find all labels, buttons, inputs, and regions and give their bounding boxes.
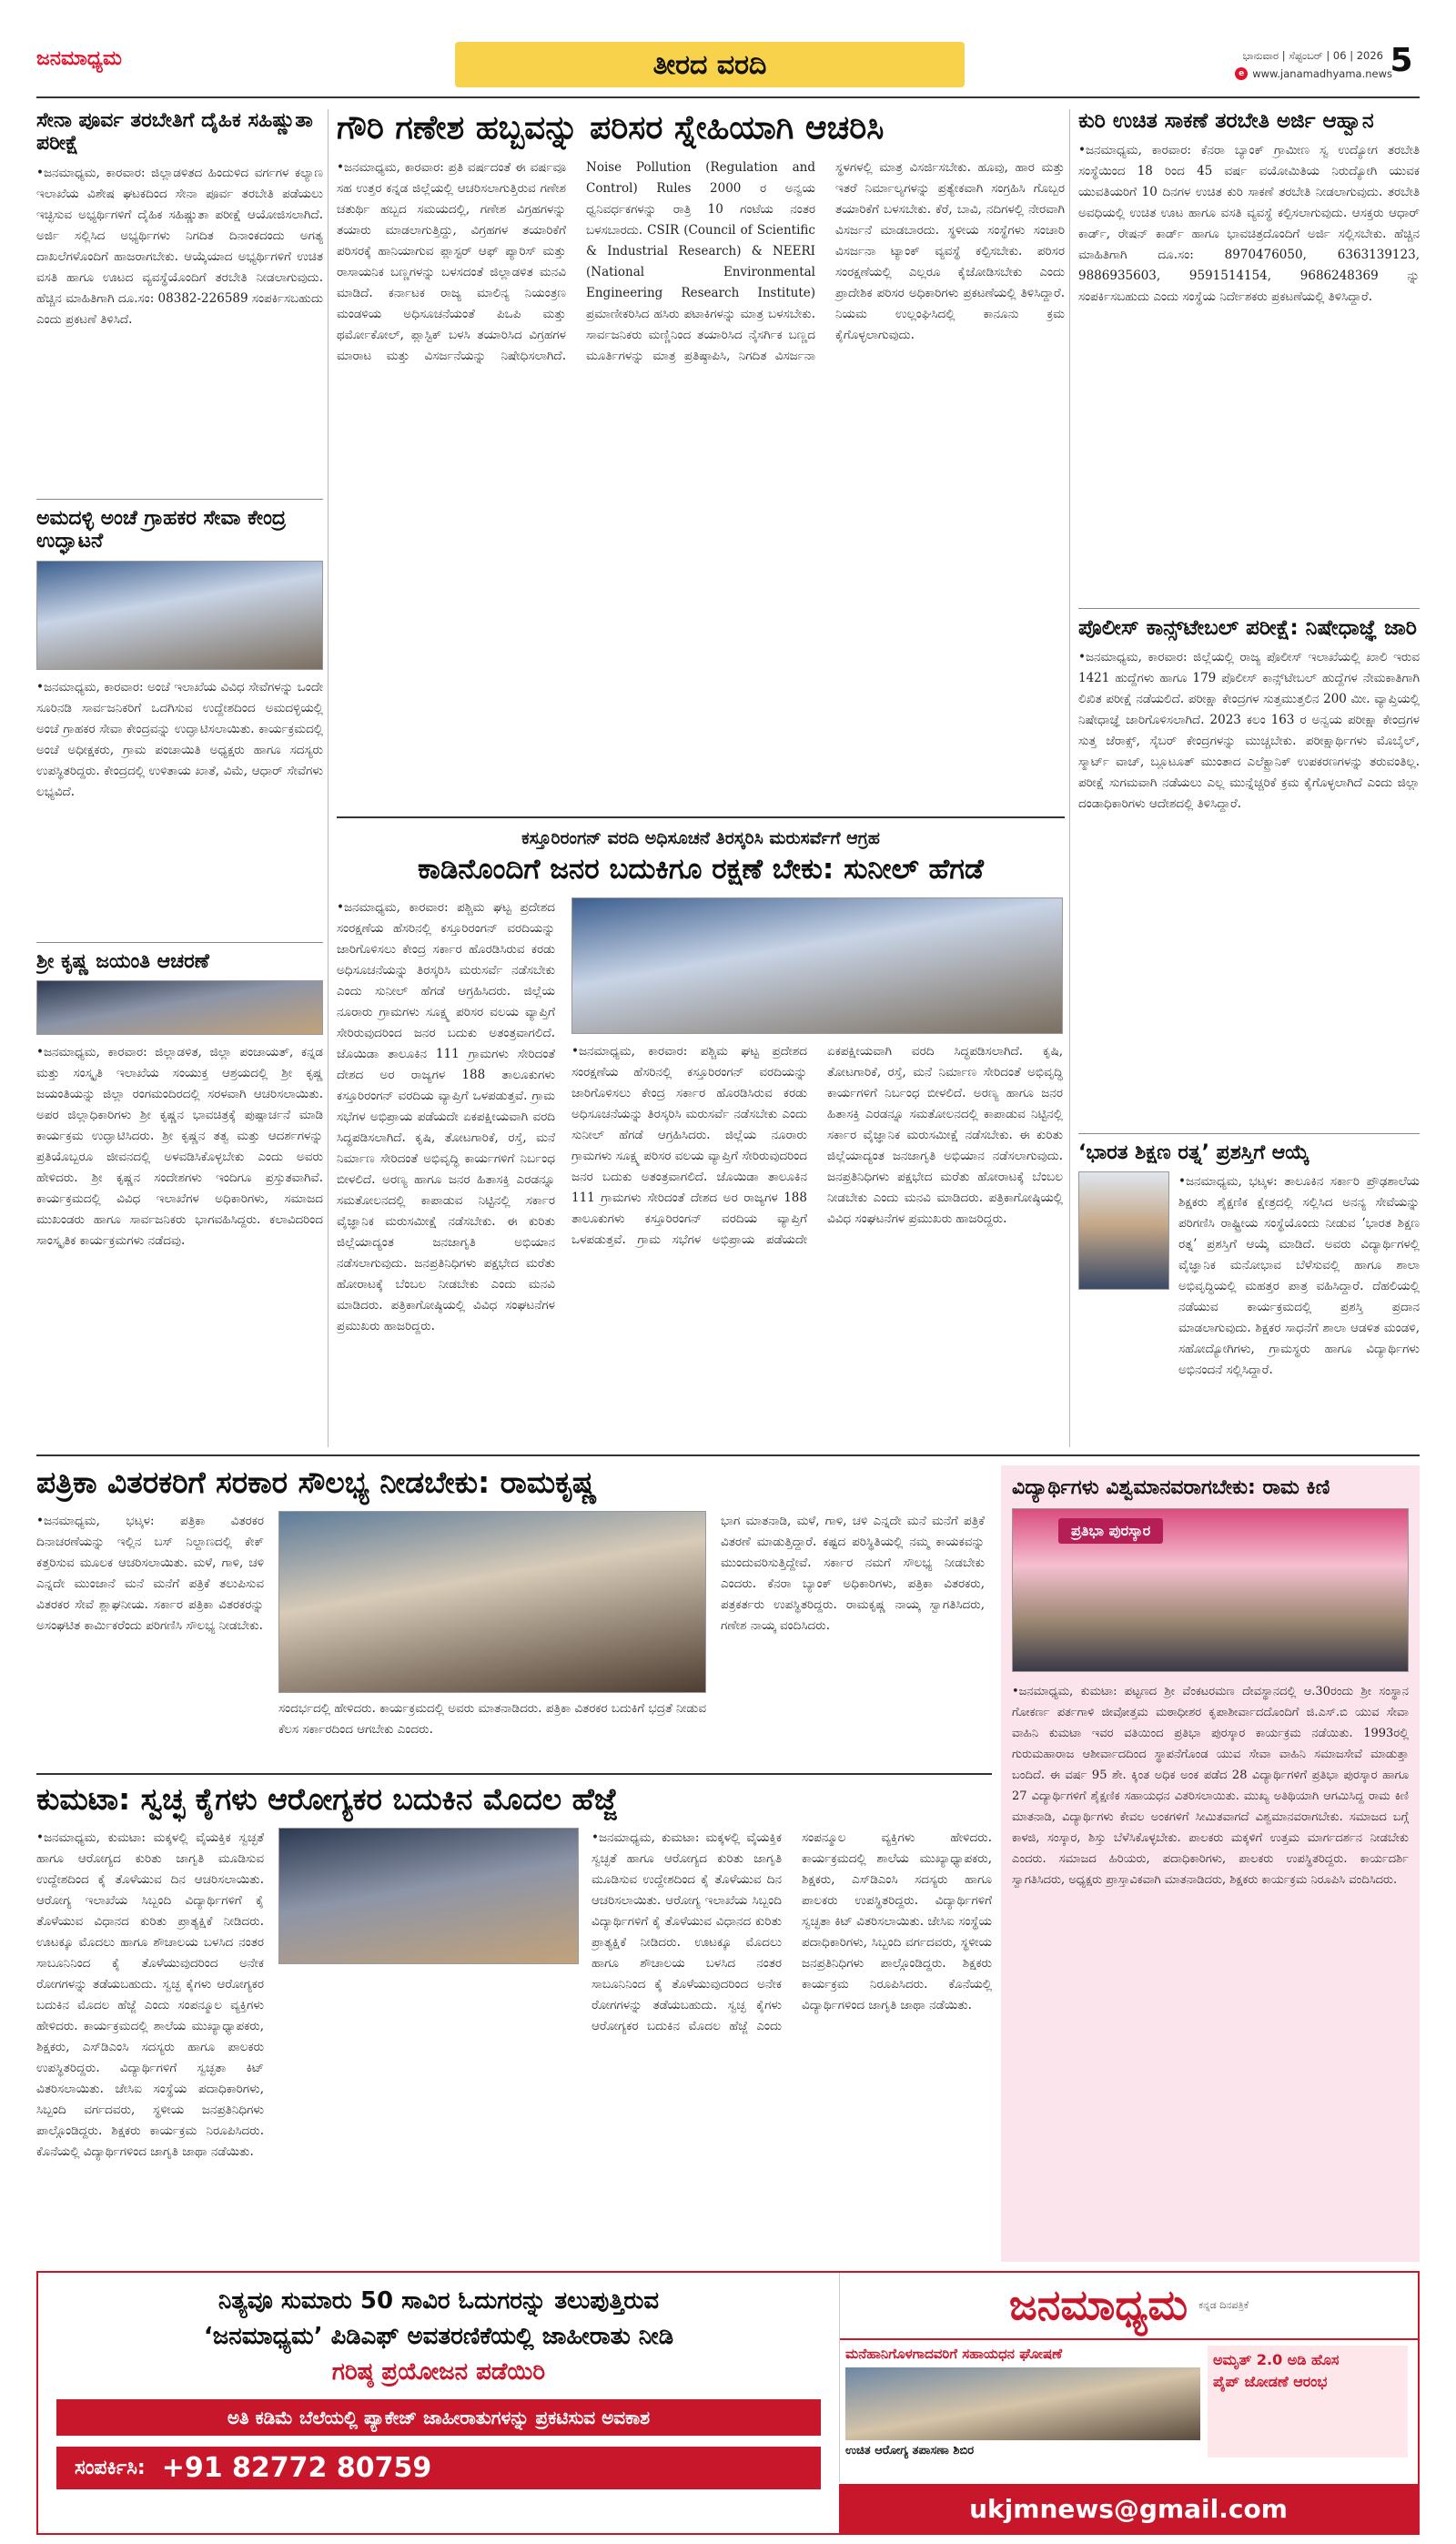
ad-line-1: ನಿತ್ಯವೂ ಸುಮಾರು 50 ಸಾವಿರ ಓದುಗರನ್ನು ತಲುಪುತ್ತಿರುವ [217, 2287, 660, 2315]
body-distributors-left: •ಜನಮಾಧ್ಯಮ, ಭಟ್ಕಳ: ಪತ್ರಿಕಾ ವಿತರಕರ ದಿನಾಚರಣೆಯನ್ನು ಇಲ್ಲಿನ ಬಸ್ ನಿಲ್ದಾಣದಲ್ಲಿ ಕೇಕ್ ಕತ್ತರಿಸುವ ಮೂಲಕ ಆಚರಿಸಲಾಯಿತು. ಮಳೆ, ಗಾಳಿ, ಚಳಿ ಎನ್ನದೇ ಮುಂಜಾನೆ ಮನೆ ಮನೆಗೆ ಪತ್ರಿಕೆ ತಲುಪಿಸುವ ವಿತರಕರ ಸೇವೆ ಶ್ಲಾಘನೀಯ. ಸರ್ಕಾರ ಪತ್ರಿಕಾ ವಿತರಕರನ್ನು ಅಸಂಘಟಿತ ಕಾರ್ಮಿಕರೆಂದು ಪರಿಗಣಿಸಿ ಸೌಲಭ್ಯ ನೀಡಬೇಕು. [36, 1513, 264, 1633]
ad-contact-label: ಸಂಪರ್ಕಿಸಿ: [75, 2457, 146, 2479]
section-banner [455, 42, 965, 87]
ad-newspaper-preview [839, 2273, 1418, 2482]
mini-headline-1: ಮನೆಹಾನಿಗೊಳಗಾದವರಿಗೆ ಸಹಾಯಧನ ಘೋಷಣೆ [845, 2346, 1063, 2362]
body-police-exam: •ಜನಮಾಧ್ಯಮ, ಕಾರವಾರ: ಜಿಲ್ಲೆಯಲ್ಲಿ ರಾಜ್ಯ ಪೊಲೀಸ್ ಇಲಾಖೆಯಲ್ಲಿ ಖಾಲಿ ಇರುವ 1421 ಹುದ್ದೆಗಳು ಹಾಗೂ 179 ಪೊಲೀಸ್ ಕಾನ್ಸ್‌ಟೇಬಲ್ ಹುದ್ದೆಗಳ ನೇಮಕಾತಿಗಾಗಿ ಲಿಖಿತ ಪರೀಕ್ಷೆ ನಡೆಯಲಿದೆ. ಪರೀಕ್ಷಾ ಕೇಂದ್ರಗಳ ಸುತ್ತಮುತ್ತಲಿನ 200 ಮೀ. ವ್ಯಾಪ್ತಿಯಲ್ಲಿ ನಿಷೇಧಾಜ್ಞೆ ಜಾರಿಗೊಳಿಸಲಾಗಿದೆ. 2023 ಕಲಂ 163 ರ ಅನ್ವಯ ಪರೀಕ್ಷಾ ಕೇಂದ್ರಗಳ ಸುತ್ತ ಜೆರಾಕ್ಸ್, ಸೈಬರ್ ಕೇಂದ್ರಗಳನ್ನು ಮುಚ್ಚಬೇಕು. ಪರೀಕ್ಷಾರ್ಥಿಗಳು ಮೊಬೈಲ್, ಸ್ಮಾರ್ಟ್ ವಾಚ್, ಬ್ಲೂಟೂತ್ ಮುಂತಾದ ಎಲೆಕ್ಟ್ರಾನಿಕ್ ಉಪಕರಣಗಳನ್ನು ತರುವಂತಿಲ್ಲ. ಪರೀಕ್ಷೆ ಸುಗಮವಾಗಿ ನಡೆಯಲು ಎಲ್ಲ ಮುನ್ನೆಚ್ಚರಿಕೆ ಕ್ರಮ ಕೈಗೊಳ್ಳಲಾಗಿದೆ ಎಂದು ಜಿಲ್ಲಾ ದಂಡಾಧಿಕಾರಿಗಳು ಆದೇಶದಲ್ಲಿ ತಿಳಿಸಿದ್ದಾರೆ. [1078, 650, 1420, 812]
divider [1078, 608, 1420, 609]
award-ceremony-photo [1012, 1508, 1409, 1672]
award-banner-text: ಪ್ರತಿಭಾ ಪುರಸ್ಕಾರ [1071, 1522, 1151, 1540]
clean-hands-photo [278, 1828, 579, 1964]
masthead [0, 0, 1456, 100]
headline-newspaper-distributors: ಪತ್ರಿಕಾ ವಿತರಕರಿಗೆ ಸರಕಾರ ಸೌಲಭ್ಯ ನೀಡಬೇಕು: ರಾಮಕೃಷ್ಣ [36, 1465, 597, 1500]
left-column [36, 109, 323, 1447]
postal-centre-photo [36, 561, 323, 670]
body-clean-hands-right: •ಜನಮಾಧ್ಯಮ, ಕುಮಟಾ: ಮಕ್ಕಳಲ್ಲಿ ವೈಯಕ್ತಿಕ ಸ್ವಚ್ಛತೆ ಹಾಗೂ ಆರೋಗ್ಯದ ಕುರಿತು ಜಾಗೃತಿ ಮೂಡಿಸುವ ಉದ್ದೇಶದಿಂದ ಕೈ ತೊಳೆಯುವ ದಿನ ಆಚರಿಸಲಾಯಿತು. ಆರೋಗ್ಯ ಇಲಾಖೆಯ ಸಿಬ್ಬಂದಿ ವಿದ್ಯಾರ್ಥಿಗಳಿಗೆ ಕೈ ತೊಳೆಯುವ ವಿಧಾನದ ಕುರಿತು ಪ್ರಾತ್ಯಕ್ಷಿಕೆ ನೀಡಿದರು. ಊಟಕ್ಕೂ ಮೊದಲು ಹಾಗೂ ಶೌಚಾಲಯ ಬಳಸಿದ ನಂತರ ಸಾಬೂನಿನಿಂದ ಕೈ ತೊಳೆಯುವುದರಿಂದ ಅನೇಕ ರೋಗಗಳನ್ನು ತಡೆಯಬಹುದು. ಸ್ವಚ್ಛ ಕೈಗಳು ಆರೋಗ್ಯಕರ ಬದುಕಿನ ಮೊದಲ ಹೆಜ್ಜೆ ಎಂದು ಸಂಪನ್ಮೂಲ ವ್ಯಕ್ತಿಗಳು ಹೇಳಿದರು. ಕಾರ್ಯಕ್ರಮದಲ್ಲಿ ಶಾಲೆಯ ಮುಖ್ಯಾಧ್ಯಾಪಕರು, ಶಿಕ್ಷಕರು, ಎಸ್‌ಡಿಎಂಸಿ ಸದಸ್ಯರು ಹಾಗೂ ಪಾಲಕರು ಉಪಸ್ಥಿತರಿದ್ದರು. ವಿದ್ಯಾರ್ಥಿಗಳಿಗೆ ಸ್ವಚ್ಛತಾ ಕಿಟ್ ವಿತರಿಸಲಾಯಿತು. ಜೇಸಿಐ ಸಂಸ್ಥೆಯ ಪದಾಧಿಕಾರಿಗಳು, ಸಿಬ್ಬಂದಿ ವರ್ಗದವರು, ಸ್ಥಳೀಯ ಜನಪ್ರತಿನಿಧಿಗಳು ಪಾಲ್ಗೊಂಡಿದ್ದರು. ಶಿಕ್ಷಕರು ಕಾರ್ಯಕ್ರಮ ನಿರೂಪಿಸಿದರು. ಕೊನೆಯಲ್ಲಿ ವಿದ್ಯಾರ್ಥಿಗಳಿಂದ ಜಾಗೃತಿ ಜಾಥಾ ನಡೆಯಿತು. [592, 1829, 992, 2033]
caption-distributors: ಸಂದರ್ಭದಲ್ಲಿ ಹೇಳಿದರು. ಕಾರ್ಯಕ್ರಮದಲ್ಲಿ ಅವರು ಮಾತನಾಡಿದರು. ಪತ್ರಿಕಾ ವಿತರಕರ ಬದುಕಿಗೆ ಭದ್ರತೆ ನೀಡುವ ಕೆಲಸ ಸರ್ಕಾರದಿಂದ ಆಗಬೇಕು ಎಂದರು. [278, 1700, 706, 1737]
headline-sheep-training: ಕುರಿ ಉಚಿತ ಸಾಕಣೆ ತರಬೇತಿ ಅರ್ಜಿ ಆಹ್ವಾನ [1078, 109, 1374, 133]
page-number: 5 [1390, 42, 1413, 79]
article-postal-centre [36, 507, 323, 935]
body-distributors-right: ಭಾಗ ಮಾತನಾಡಿ, ಮಳೆ, ಗಾಳಿ, ಚಳಿ ಎನ್ನದೇ ಮನೆ ಮನೆಗೆ ಪತ್ರಿಕೆ ವಿತರಣೆ ಮಾಡುತ್ತಿದ್ದಾರೆ. ಕಷ್ಟದ ಪರಿಸ್ಥಿತಿಯಲ್ಲಿ ನಮ್ಮ ಕಾಯಕವನ್ನು ಮುಂದುವರಿಸುತ್ತಿದ್ದೇವೆ. ಸರ್ಕಾರ ನಮಗೆ ಸೌಲಭ್ಯ ನೀಡಬೇಕು ಎಂದರು. ಕೆನರಾ ಬ್ಯಾಂಕ್ ಅಧಿಕಾರಿಗಳು, ಪತ್ರಿಕಾ ವಿತರಕರು, ಪತ್ರಕರ್ತರು ಉಪಸ್ಥಿತರಿದ್ದರು. ರಾಮಕೃಷ್ಣ ನಾಯ್ಕ ಸ್ವಾಗತಿಸಿದರು, ಗಣೇಶ ನಾಯ್ಕ ವಂದಿಸಿದರು. [721, 1513, 985, 1633]
article-newspaper-distributors [36, 1465, 992, 1766]
body-sheep-training: •ಜನಮಾಧ್ಯಮ, ಕಾರವಾರ: ಕೆನರಾ ಬ್ಯಾಂಕ್ ಗ್ರಾಮೀಣ ಸ್ವ ಉದ್ಯೋಗ ತರಬೇತಿ ಸಂಸ್ಥೆಯಿಂದ 18 ರಿಂದ 45 ವರ್ಷ ವಯೋಮಿತಿಯ ನಿರುದ್ಯೋಗಿ ಯುವಕ ಯುವತಿಯರಿಗೆ 10 ದಿನಗಳ ಉಚಿತ ಕುರಿ ಸಾಕಣೆ ತರಬೇತಿ ನೀಡಲಾಗುವುದು. ತರಬೇತಿ ಅವಧಿಯಲ್ಲಿ ಉಚಿತ ಊಟ ಹಾಗೂ ವಸತಿ ವ್ಯವಸ್ಥೆ ಕಲ್ಪಿಸಲಾಗುವುದು. ಆಸಕ್ತರು ಆಧಾರ್ ಕಾರ್ಡ್, ರೇಷನ್ ಕಾರ್ಡ್ ಹಾಗೂ ಭಾವಚಿತ್ರದೊಂದಿಗೆ ಅರ್ಜಿ ಸಲ್ಲಿಸಬೇಕು. ಹೆಚ್ಚಿನ ಮಾಹಿತಿಗಾಗಿ ದೂ.ಸಂ: 8970476050, 6363139123, 9886935603, 9591514154, 9686248369 ನ್ನು ಸಂಪರ್ಕಿಸಬಹುದು ಎಂದು ಸಂಸ್ಥೆಯ ನಿರ್ದೇಶಕರು ಪ್ರಕಟಣೆಯಲ್ಲಿ ತಿಳಿಸಿದ್ದಾರೆ. [1078, 143, 1420, 305]
mini-headline-2: ಉಚಿತ ಆರೋಗ್ಯ ತಪಾಸಣಾ ಶಿಬಿರ [845, 2444, 975, 2458]
headline-education-award: ‘ಭಾರತ ಶಿಕ್ಷಣ ರತ್ನ’ ಪ್ರಶಸ್ತಿಗೆ ಆಯ್ಕೆ [1078, 1141, 1309, 1164]
body-army-training: •ಜನಮಾಧ್ಯಮ, ಕಾರವಾರ: ಜಿಲ್ಲಾಡಳಿತದ ಹಿಂದುಳಿದ ವರ್ಗಗಳ ಕಲ್ಯಾಣ ಇಲಾಖೆಯ ವಿಶೇಷ ಘಟಕದಿಂದ ಸೇನಾ ಪೂರ್ವ ತರಬೇತಿ ಪಡೆಯಲು ಇಚ್ಛಿಸುವ ಅಭ್ಯರ್ಥಿಗಳಿಗೆ ದೈಹಿಕ ಸಹಿಷ್ಣುತಾ ಪರೀಕ್ಷೆ ಆಯೋಜಿಸಲಾಗಿದೆ. ಅರ್ಜಿ ಸಲ್ಲಿಸಿದ ಅಭ್ಯರ್ಥಿಗಳು ನಿಗದಿತ ದಿನಾಂಕದಂದು ಅಗತ್ಯ ದಾಖಲೆಗಳೊಂದಿಗೆ ಹಾಜರಾಗಬೇಕು. ಆಯ್ಕೆಯಾದ ಅಭ್ಯರ್ಥಿಗಳಿಗೆ ಉಚಿತ ವಸತಿ ಹಾಗೂ ಊಟದ ವ್ಯವಸ್ಥೆಯೊಂದಿಗೆ ತರಬೇತಿ ನೀಡಲಾಗುವುದು. ಹೆಚ್ಚಿನ ಮಾಹಿತಿಗಾಗಿ ದೂ.ಸಂ: 08382-226589 ಸಂಪರ್ಕಿಸಬಹುದು ಎಂದು ಪ್ರಕಟಣೆ ತಿಳಿಸಿದೆ. [36, 165, 323, 327]
brand-logo [36, 47, 200, 75]
website-url[interactable]: www.janamadhyama.news [1252, 67, 1392, 80]
section-rule [36, 1454, 1420, 1456]
press-meet-photo [571, 897, 1063, 1034]
body-kasturirangan-right: •ಜನಮಾಧ್ಯಮ, ಕಾರವಾರ: ಪಶ್ಚಿಮ ಘಟ್ಟ ಪ್ರದೇಶದ ಸಂರಕ್ಷಣೆಯ ಹೆಸರಿನಲ್ಲಿ ಕಸ್ತೂರಿರಂಗನ್ ವರದಿಯನ್ನು ಜಾರಿಗೊಳಿಸಲು ಕೇಂದ್ರ ಸರ್ಕಾರ ಹೊರಡಿಸಿರುವ ಕರಡು ಅಧಿಸೂಚನೆಯನ್ನು ತಿರಸ್ಕರಿಸಿ ಮರುಸರ್ವೆ ನಡೆಸಬೇಕು ಎಂದು ಸುನೀಲ್ ಹೆಗಡೆ ಆಗ್ರಹಿಸಿದರು. ಜಿಲ್ಲೆಯ ನೂರಾರು ಗ್ರಾಮಗಳು ಸೂಕ್ಷ್ಮ ಪರಿಸರ ವಲಯ ವ್ಯಾಪ್ತಿಗೆ ಸೇರಿರುವುದರಿಂದ ಜನರ ಬದುಕು ಅತಂತ್ರವಾಗಲಿದೆ. ಜೊಯಿಡಾ ತಾಲೂಕಿನ 111 ಗ್ರಾಮಗಳು ಸೇರಿದಂತೆ ದೇಶದ ಅರ ರಾಜ್ಯಗಳ 188 ತಾಲೂಕುಗಳು ಕಸ್ತೂರಿರಂಗನ್ ವರದಿಯ ವ್ಯಾಪ್ತಿಗೆ ಒಳಪಡುತ್ತವೆ. ಗ್ರಾಮ ಸಭೆಗಳ ಅಭಿಪ್ರಾಯ ಪಡೆಯದೇ ಏಕಪಕ್ಷೀಯವಾಗಿ ವರದಿ ಸಿದ್ಧಪಡಿಸಲಾಗಿದೆ. ಕೃಷಿ, ತೋಟಗಾರಿಕೆ, ರಸ್ತೆ, ಮನೆ ನಿರ್ಮಾಣ ಸೇರಿದಂತೆ ಅಭಿವೃದ್ಧಿ ಕಾರ್ಯಗಳಿಗೆ ನಿರ್ಬಂಧ ಬೀಳಲಿದೆ. ಅರಣ್ಯ ಹಾಗೂ ಜನರ ಹಿತಾಸಕ್ತಿ ಎರಡನ್ನೂ ಸಮತೋಲನದಲ್ಲಿ ಕಾಪಾಡುವ ನಿಟ್ಟಿನಲ್ಲಿ ಸರ್ಕಾರ ವೈಜ್ಞಾನಿಕ ಮರುಸಮೀಕ್ಷೆ ನಡೆಸಬೇಕು. ಈ ಕುರಿತು ಜಿಲ್ಲೆಯಾದ್ಯಂತ ಜನಜಾಗೃತಿ ಅಭಿಯಾನ ನಡೆಸಲಾಗುವುದು. ಜನಪ್ರತಿನಿಧಿಗಳು ಪಕ್ಷಭೇದ ಮರೆತು ಹೋರಾಟಕ್ಕೆ ಬೆಂಬಲ ನೀಡಬೇಕು ಎಂದು ಮನವಿ ಮಾಡಿದರು. ಪತ್ರಿಕಾಗೋಷ್ಠಿಯಲ್ಲಿ ವಿವಿಧ ಸಂಘಟನೆಗಳ ಪ್ರಮುಖರು ಹಾಜರಿದ್ದರು. [571, 1043, 1063, 1247]
brand-name: ಜನಮಾಧ್ಯಮ [36, 47, 122, 70]
mini-photo [845, 2367, 1200, 2440]
divider [36, 499, 323, 500]
body-kasturirangan: •ಜನಮಾಧ್ಯಮ, ಕಾರವಾರ: ಪಶ್ಚಿಮ ಘಟ್ಟ ಪ್ರದೇಶದ ಸಂರಕ್ಷಣೆಯ ಹೆಸರಿನಲ್ಲಿ ಕಸ್ತೂರಿರಂಗನ್ ವರದಿಯನ್ನು ಜಾರಿಗೊಳಿಸಲು ಕೇಂದ್ರ ಸರ್ಕಾರ ಹೊರಡಿಸಿರುವ ಕರಡು ಅಧಿಸೂಚನೆಯನ್ನು ತಿರಸ್ಕರಿಸಿ ಮರುಸರ್ವೆ ನಡೆಸಬೇಕು ಎಂದು ಸುನೀಲ್ ಹೆಗಡೆ ಆಗ್ರಹಿಸಿದರು. ಜಿಲ್ಲೆಯ ನೂರಾರು ಗ್ರಾಮಗಳು ಸೂಕ್ಷ್ಮ ಪರಿಸರ ವಲಯ ವ್ಯಾಪ್ತಿಗೆ ಸೇರಿರುವುದರಿಂದ ಜನರ ಬದುಕು ಅತಂತ್ರವಾಗಲಿದೆ. ಜೊಯಿಡಾ ತಾಲೂಕಿನ 111 ಗ್ರಾಮಗಳು ಸೇರಿದಂತೆ ದೇಶದ ಅರ ರಾಜ್ಯಗಳ 188 ತಾಲೂಕುಗಳು ಕಸ್ತೂರಿರಂಗನ್ ವರದಿಯ ವ್ಯಾಪ್ತಿಗೆ ಒಳಪಡುತ್ತವೆ. ಗ್ರಾಮ ಸಭೆಗಳ ಅಭಿಪ್ರಾಯ ಪಡೆಯದೇ ಏಕಪಕ್ಷೀಯವಾಗಿ ವರದಿ ಸಿದ್ಧಪಡಿಸಲಾಗಿದೆ. ಕೃಷಿ, ತೋಟಗಾರಿಕೆ, ರಸ್ತೆ, ಮನೆ ನಿರ್ಮಾಣ ಸೇರಿದಂತೆ ಅಭಿವೃದ್ಧಿ ಕಾರ್ಯಗಳಿಗೆ ನಿರ್ಬಂಧ ಬೀಳಲಿದೆ. ಅರಣ್ಯ ಹಾಗೂ ಜನರ ಹಿತಾಸಕ್ತಿ ಎರಡನ್ನೂ ಸಮತೋಲನದಲ್ಲಿ ಕಾಪಾಡುವ ನಿಟ್ಟಿನಲ್ಲಿ ಸರ್ಕಾರ ವೈಜ್ಞಾನಿಕ ಮರುಸಮೀಕ್ಷೆ ನಡೆಸಬೇಕು. ಈ ಕುರಿತು ಜಿಲ್ಲೆಯಾದ್ಯಂತ ಜನಜಾಗೃತಿ ಅಭಿಯಾನ ನಡೆಸಲಾಗುವುದು. ಜನಪ್ರತಿನಿಧಿಗಳು ಪಕ್ಷಭೇದ ಮರೆತು ಹೋರಾಟಕ್ಕೆ ಬೆಂಬಲ ನೀಡಬೇಕು ಎಂದು ಮನವಿ ಮಾಡಿದರು. ಪತ್ರಿಕಾಗೋಷ್ಠಿಯಲ್ಲಿ ವಿವಿಧ ಸಂಘಟನೆಗಳ ಪ್ರಮುಖರು ಹಾಜರಿದ್ದರು. [337, 899, 555, 1333]
ad-line-4: ಅತಿ ಕಡಿಮೆ ಬೆಲೆಯಲ್ಲಿ ಪ್ಯಾಕೇಜ್ ಜಾಹೀರಾತುಗಳನ್ನು ಪ್ರಕಟಿಸುವ ಅವಕಾಶ [227, 2407, 651, 2428]
body-postal-centre: •ಜನಮಾಧ್ಯಮ, ಕಾರವಾರ: ಅಂಚೆ ಇಲಾಖೆಯ ವಿವಿಧ ಸೇವೆಗಳನ್ನು ಒಂದೇ ಸೂರಿನಡಿ ಸಾರ್ವಜನಿಕರಿಗೆ ಒದಗಿಸುವ ಉದ್ದೇಶದಿಂದ ಅಮದಳ್ಳಿಯಲ್ಲಿ ಅಂಚೆ ಗ್ರಾಹಕರ ಸೇವಾ ಕೇಂದ್ರವನ್ನು ಉದ್ಘಾಟಿಸಲಾಯಿತು. ಕಾರ್ಯಕ್ರಮದಲ್ಲಿ ಅಂಚೆ ಅಧೀಕ್ಷಕರು, ಗ್ರಾಮ ಪಂಚಾಯಿತಿ ಅಧ್ಯಕ್ಷರು ಹಾಗೂ ಸದಸ್ಯರು ಉಪಸ್ಥಿತರಿದ್ದರು. ಕೇಂದ್ರದಲ್ಲಿ ಉಳಿತಾಯ ಖಾತೆ, ವಿಮೆ, ಆಧಾರ್ ಸೇವೆಗಳು ಲಭ್ಯವಿದೆ. [36, 679, 323, 799]
headline-students: ವಿದ್ಯಾರ್ಥಿಗಳು ವಿಶ್ವಮಾನವರಾಗಬೇಕು: ರಾಮ ಕಿಣಿ [1012, 1476, 1330, 1499]
ad-offer-strip [56, 2399, 821, 2436]
headline-ganesha-eco: ಗೌರಿ ಗಣೇಶ ಹಬ್ಬವನ್ನು ಪರಿಸರ ಸ್ನೇಹಿಯಾಗಿ ಆಚರಿಸಿ [337, 109, 885, 147]
advertisement-box [36, 2271, 1420, 2535]
column-rule [328, 109, 329, 1447]
article-education-award [1078, 1141, 1420, 1447]
body-education-award: •ಜನಮಾಧ್ಯಮ, ಭಟ್ಕಳ: ತಾಲೂಕಿನ ಸರ್ಕಾರಿ ಪ್ರೌಢಶಾಲೆಯ ಶಿಕ್ಷಕರು ಶೈಕ್ಷಣಿಕ ಕ್ಷೇತ್ರದಲ್ಲಿ ಸಲ್ಲಿಸಿದ ಅನನ್ಯ ಸೇವೆಯನ್ನು ಪರಿಗಣಿಸಿ ರಾಷ್ಟ್ರೀಯ ಸಂಸ್ಥೆಯೊಂದು ನೀಡುವ ‘ಭಾರತ ಶಿಕ್ಷಣ ರತ್ನ’ ಪ್ರಶಸ್ತಿಗೆ ಆಯ್ಕೆ ಮಾಡಿದೆ. ಅವರು ವಿದ್ಯಾರ್ಥಿಗಳಲ್ಲಿ ವೈಜ್ಞಾನಿಕ ಮನೋಭಾವ ಬೆಳೆಸುವಲ್ಲಿ ಹಾಗೂ ಶಾಲಾ ಅಭಿವೃದ್ಧಿಯಲ್ಲಿ ಮಹತ್ತರ ಪಾತ್ರ ವಹಿಸಿದ್ದಾರೆ. ದೆಹಲಿಯಲ್ಲಿ ನಡೆಯುವ ಕಾರ್ಯಕ್ರಮದಲ್ಲಿ ಪ್ರಶಸ್ತಿ ಪ್ರದಾನ ಮಾಡಲಾಗುವುದು. ಶಿಕ್ಷಕರ ಸಾಧನೆಗೆ ಶಾಲಾ ಆಡಳಿತ ಮಂಡಳಿ, ಸಹೋದ್ಯೋಗಿಗಳು, ಗ್ರಾಮಸ್ಥರು ಹಾಗೂ ವಿದ್ಯಾರ್ಥಿಗಳು ಅಭಿನಂದನೆ ಸಲ್ಲಿಸಿದ್ದಾರೆ. [1178, 1174, 1420, 1378]
ad-line-2: ‘ಜನಮಾಧ್ಯಮ’ ಪಿಡಿಎಫ್ ಅವತರಣಿಕೆಯಲ್ಲಿ ಜಾಹೀರಾತು ನೀಡಿ [203, 2323, 674, 2350]
column-rule [1069, 109, 1070, 1447]
headline-clean-hands: ಕುಮಟಾ: ಸ್ವಚ್ಛ ಕೈಗಳು ಆರೋಗ್ಯಕರ ಬದುಕಿನ ಮೊದಲ ಹೆಜ್ಜೆ [36, 1782, 618, 1817]
ad-email-strip [839, 2484, 1418, 2533]
section-title: ತೀರದ ವರದಿ [652, 48, 767, 81]
article-kasturirangan [337, 828, 1065, 1447]
right-column [1078, 109, 1420, 1447]
center-divider [337, 816, 1065, 818]
article-police-exam [1078, 616, 1420, 1126]
divider [36, 1773, 992, 1775]
article-krishna-jayanti [36, 950, 323, 1447]
masthead-rule [36, 96, 1420, 98]
teacher-portrait [1078, 1171, 1169, 1290]
article-army-training [36, 109, 323, 492]
ad-left-panel [38, 2273, 839, 2533]
headline-army-training: ಸೇನಾ ಪೂರ್ವ ತರಬೇತಿಗೆ ದೈಹಿಕ ಸಹಿಷ್ಣುತಾ ಪರೀಕ್ಷೆ [36, 109, 313, 156]
article-clean-hands [36, 1782, 992, 2260]
website-row [1210, 67, 1392, 80]
globe-icon: e [1235, 67, 1248, 80]
article-ganesha-eco [337, 109, 1065, 810]
mini-right-2: ಪೈಪ್ ಜೋಡಣೆ ಆರಂಭ [1213, 2373, 1328, 2390]
krishna-jayanti-photo [36, 980, 323, 1035]
headline-kasturirangan: ಕಾಡಿನೊಂದಿಗೆ ಜನರ ಬದುಕಿಗೂ ರಕ್ಷಣೆ ಬೇಕು: ಸುನೀಲ್ ಹೆಗಡೆ [417, 853, 984, 886]
kicker-kasturirangan: ಕಸ್ತೂರಿರಂಗನ್ ವರದಿ ಅಧಿಸೂಚನೆ ತಿರಸ್ಕರಿಸಿ ಮರುಸರ್ವೆಗೆ ಆಗ್ರಹ [521, 828, 880, 848]
body-kasturirangan-left [337, 897, 555, 1425]
article-sheep-training [1078, 109, 1420, 601]
body-clean-hands-left: •ಜನಮಾಧ್ಯಮ, ಕುಮಟಾ: ಮಕ್ಕಳಲ್ಲಿ ವೈಯಕ್ತಿಕ ಸ್ವಚ್ಛತೆ ಹಾಗೂ ಆರೋಗ್ಯದ ಕುರಿತು ಜಾಗೃತಿ ಮೂಡಿಸುವ ಉದ್ದೇಶದಿಂದ ಕೈ ತೊಳೆಯುವ ದಿನ ಆಚರಿಸಲಾಯಿತು. ಆರೋಗ್ಯ ಇಲಾಖೆಯ ಸಿಬ್ಬಂದಿ ವಿದ್ಯಾರ್ಥಿಗಳಿಗೆ ಕೈ ತೊಳೆಯುವ ವಿಧಾನದ ಕುರಿತು ಪ್ರಾತ್ಯಕ್ಷಿಕೆ ನೀಡಿದರು. ಊಟಕ್ಕೂ ಮೊದಲು ಹಾಗೂ ಶೌಚಾಲಯ ಬಳಸಿದ ನಂತರ ಸಾಬೂನಿನಿಂದ ಕೈ ತೊಳೆಯುವುದರಿಂದ ಅನೇಕ ರೋಗಗಳನ್ನು ತಡೆಯಬಹುದು. ಸ್ವಚ್ಛ ಕೈಗಳು ಆರೋಗ್ಯಕರ ಬದುಕಿನ ಮೊದಲ ಹೆಜ್ಜೆ ಎಂದು ಸಂಪನ್ಮೂಲ ವ್ಯಕ್ತಿಗಳು ಹೇಳಿದರು. ಕಾರ್ಯಕ್ರಮದಲ್ಲಿ ಶಾಲೆಯ ಮುಖ್ಯಾಧ್ಯಾಪಕರು, ಶಿಕ್ಷಕರು, ಎಸ್‌ಡಿಎಂಸಿ ಸದಸ್ಯರು ಹಾಗೂ ಪಾಲಕರು ಉಪಸ್ಥಿತರಿದ್ದರು. ವಿದ್ಯಾರ್ಥಿಗಳಿಗೆ ಸ್ವಚ್ಛತಾ ಕಿಟ್ ವಿತರಿಸಲಾಯಿತು. ಜೇಸಿಐ ಸಂಸ್ಥೆಯ ಪದಾಧಿಕಾರಿಗಳು, ಸಿಬ್ಬಂದಿ ವರ್ಗದವರು, ಸ್ಥಳೀಯ ಜನಪ್ರತಿನಿಧಿಗಳು ಪಾಲ್ಗೊಂಡಿದ್ದರು. ಶಿಕ್ಷಕರು ಕಾರ್ಯಕ್ರಮ ನಿರೂಪಿಸಿದರು. ಕೊನೆಯಲ್ಲಿ ವಿದ್ಯಾರ್ಥಿಗಳಿಂದ ಜಾಗೃತಿ ಜಾಥಾ ನಡೆಯಿತು. [36, 1829, 264, 2159]
ad-email[interactable]: ukjmnews@gmail.com [969, 2493, 1288, 2524]
distributors-photo [278, 1511, 706, 1693]
headline-postal-centre: ಅಮದಳ್ಳಿ ಅಂಚೆ ಗ್ರಾಹಕರ ಸೇವಾ ಕೇಂದ್ರ ಉದ್ಘಾಟನೆ [36, 507, 287, 553]
divider [1078, 1133, 1420, 1134]
mini-brand: ಜನಮಾಧ್ಯಮ [1008, 2280, 1188, 2329]
mini-right-1: ಅಮೃತ್ 2.0 ಅಡಿ ಹೊಸ [1213, 2351, 1340, 2368]
headline-krishna-jayanti: ಶ್ರೀ ಕೃಷ್ಣ ಜಯಂತಿ ಆಚರಣೆ [36, 950, 209, 973]
body-krishna-jayanti: •ಜನಮಾಧ್ಯಮ, ಕಾರವಾರ: ಜಿಲ್ಲಾಡಳಿತ, ಜಿಲ್ಲಾ ಪಂಚಾಯತ್, ಕನ್ನಡ ಮತ್ತು ಸಂಸ್ಕೃತಿ ಇಲಾಖೆಯ ಸಂಯುಕ್ತ ಆಶ್ರಯದಲ್ಲಿ ಶ್ರೀ ಕೃಷ್ಣ ಜಯಂತಿಯನ್ನು ಜಿಲ್ಲಾ ರಂಗಮಂದಿರದಲ್ಲಿ ಸರಳವಾಗಿ ಆಚರಿಸಲಾಯಿತು. ಅಪರ ಜಿಲ್ಲಾಧಿಕಾರಿಗಳು ಶ್ರೀ ಕೃಷ್ಣನ ಭಾವಚಿತ್ರಕ್ಕೆ ಪುಷ್ಪಾರ್ಚನೆ ಮಾಡಿ ಕಾರ್ಯಕ್ರಮ ಉದ್ಘಾಟಿಸಿದರು. ಶ್ರೀ ಕೃಷ್ಣನ ತತ್ವ ಮತ್ತು ಆದರ್ಶಗಳನ್ನು ಪ್ರತಿಯೊಬ್ಬರೂ ಜೀವನದಲ್ಲಿ ಅಳವಡಿಸಿಕೊಳ್ಳಬೇಕು ಎಂದು ಅವರು ಹೇಳಿದರು. ಶ್ರೀ ಕೃಷ್ಣನ ಸಂದೇಶಗಳು ಇಂದಿಗೂ ಪ್ರಸ್ತುತವಾಗಿವೆ. ಕಾರ್ಯಕ್ರಮದಲ್ಲಿ ವಿವಿಧ ಇಲಾಖೆಗಳ ಅಧಿಕಾರಿಗಳು, ಸಮಾಜದ ಮುಖಂಡರು ಹಾಗೂ ಸಾರ್ವಜನಿಕರು ಭಾಗವಹಿಸಿದ್ದರು. ಕಲಾವಿದರಿಂದ ಸಾಂಸ್ಕೃತಿಕ ಕಾರ್ಯಕ್ರಮಗಳು ನಡೆದವು. [36, 1045, 323, 1249]
divider [36, 942, 323, 943]
headline-police-exam: ಪೊಲೀಸ್ ಕಾನ್ಸ್‌ಟೇಬಲ್ ಪರೀಕ್ಷೆ: ನಿಷೇಧಾಜ್ಞೆ ಜಾರಿ [1078, 616, 1417, 640]
ad-contact-strip [56, 2447, 821, 2489]
article-students-box [1001, 1465, 1420, 2262]
body-students: •ಜನಮಾಧ್ಯಮ, ಕುಮಟಾ: ಪಟ್ಟಣದ ಶ್ರೀ ವೆಂಕಟರಮಣ ದೇವಸ್ಥಾನದಲ್ಲಿ ಆ.30ರಂದು ಶ್ರೀ ಸಂಸ್ಥಾನ ಗೋಕರ್ಣ ಪರ್ತಗಾಳಿ ಜೀವೋತ್ತಮ ಮಠಾಧೀಶರ ಕೃಪಾಶೀರ್ವಾದದೊಂದಿಗೆ ಜಿ.ಎಸ್.ಬಿ ಯುವ ಸೇವಾ ವಾಹಿನಿ ಕುಮಟಾ ಇವರ ವತಿಯಿಂದ ಪ್ರತಿಭಾ ಪುರಸ್ಕಾರ ಕಾರ್ಯಕ್ರಮ ನಡೆಯಿತು. 1993ರಲ್ಲಿ ಗುರುಮಹಾರಾಜ ಆಶೀರ್ವಾದದಿಂದ ಸ್ಥಾಪನೆಗೊಂಡ ಯುವ ಸೇವಾ ವಾಹಿನಿ ಸಮಾಜಸೇವೆ ಮಾಡುತ್ತಾ ಬಂದಿದೆ. ಈ ವರ್ಷ 95 ಶೇ. ಕ್ಕಿಂತ ಅಧಿಕ ಅಂಕ ಪಡೆದ 28 ವಿದ್ಯಾರ್ಥಿಗಳಿಗೆ ಪ್ರತಿಭಾ ಪುರಸ್ಕಾರ ಹಾಗೂ 27 ವಿದ್ಯಾರ್ಥಿಗಳಿಗೆ ಶೈಕ್ಷಣಿಕ ಸಹಾಯಧನ ವಿತರಿಸಲಾಯಿತು. ಮುಖ್ಯ ಅತಿಥಿಯಾಗಿ ಆಗಮಿಸಿದ್ದ ರಾಮ ಕಿಣಿ ಮಾತನಾಡಿ, ವಿದ್ಯಾರ್ಥಿಗಳು ಕೇವಲ ಅಂಕಗಳಿಗೆ ಸೀಮಿತವಾಗದೆ ವಿಶ್ವಮಾನವರಾಗಬೇಕು. ಸಮಾಜದ ಬಗ್ಗೆ ಕಾಳಜಿ, ಸಂಸ್ಕಾರ, ಶಿಸ್ತು ಬೆಳೆಸಿಕೊಳ್ಳಬೇಕು. ಪಾಲಕರು ಮಕ್ಕಳಿಗೆ ಉತ್ತಮ ಮಾರ್ಗದರ್ಶನ ನೀಡಬೇಕು ಎಂದರು. ಸಮಾಜದ ಹಿರಿಯರು, ಪದಾಧಿಕಾರಿಗಳು, ಪಾಲಕರು ಉಪಸ್ಥಿತರಿದ್ದರು. ಕಾರ್ಯದರ್ಶಿ ಸ್ವಾಗತಿಸಿದರು, ಅಧ್ಯಕ್ಷರು ಪ್ರಾಸ್ತಾವಿಕವಾಗಿ ಮಾತನಾಡಿದರು, ಶಿಕ್ಷಕರು ಕಾರ್ಯಕ್ರಮ ನಿರೂಪಿಸಿ ವಂದಿಸಿದರು. [1012, 1685, 1409, 1888]
ad-line-3: ಗರಿಷ್ಠ ಪ್ರಯೋಜನ ಪಡೆಯಿರಿ [331, 2358, 546, 2386]
issue-date: ಭಾನುವಾರ | ಸೆಪ್ಟಂಬರ್ | 06 | 2026 [1242, 49, 1383, 62]
ad-phone[interactable]: +91 82772 80759 [161, 2452, 432, 2484]
award-banner [1058, 1518, 1163, 1544]
mini-tagline: ಕನ್ನಡ ದಿನಪತ್ರಿಕೆ [1198, 2299, 1249, 2311]
mini-masthead [840, 2273, 1418, 2340]
body-ganesha-eco: •ಜನಮಾಧ್ಯಮ, ಕಾರವಾರ: ಪ್ರತಿ ವರ್ಷದಂತೆ ಈ ವರ್ಷವೂ ಸಹ ಉತ್ತರ ಕನ್ನಡ ಜಿಲ್ಲೆಯಲ್ಲಿ ಆಚರಿಸಲಾಗುತ್ತಿರುವ ಗಣೇಶ ಚತುರ್ಥಿ ಹಬ್ಬದ ಸಮಯದಲ್ಲಿ, ಗಣೇಶ ವಿಗ್ರಹಗಳನ್ನು ತಯಾರು ಮಾಡಲಾಗುತ್ತಿದ್ದು, ವಿಗ್ರಹಗಳ ತಯಾರಿಕೆಗೆ ಪರಿಸರಕ್ಕೆ ಹಾನಿಯಾಗುವ ಪ್ಲಾಸ್ಟರ್ ಆಫ್ ಪ್ಯಾರಿಸ್ ಮತ್ತು ರಾಸಾಯನಿಕ ಬಣ್ಣಗಳನ್ನು ಬಳಸದಂತೆ ಜಿಲ್ಲಾಡಳಿತ ಮನವಿ ಮಾಡಿದೆ. ಕರ್ನಾಟಕ ರಾಜ್ಯ ಮಾಲಿನ್ಯ ನಿಯಂತ್ರಣ ಮಂಡಳಿಯ ಅಧಿಸೂಚನೆಯಂತೆ ಪಿಒಪಿ ಮತ್ತು ಥರ್ಮೋಕೋಲ್, ಪ್ಲಾಸ್ಟಿಕ್ ಬಳಸಿ ತಯಾರಿಸಿದ ವಿಗ್ರಹಗಳ ಮಾರಾಟ ಮತ್ತು ವಿಸರ್ಜನೆಯನ್ನು ನಿಷೇಧಿಸಲಾಗಿದೆ. Noise Pollution (Regulation and Control) Rules 2000 ರ ಅನ್ವಯ ಧ್ವನಿವರ್ಧಕಗಳನ್ನು ರಾತ್ರಿ 10 ಗಂಟೆಯ ನಂತರ ಬಳಸಬಾರದು. CSIR (Council of Scientific & Industrial Research) & NEERI (National Environmental Engineering Research Institute) ಪ್ರಮಾಣೀಕರಿಸಿದ ಹಸಿರು ಪಟಾಕಿಗಳನ್ನು ಮಾತ್ರ ಬಳಸಬೇಕು. ಸಾರ್ವಜನಿಕರು ಮಣ್ಣಿನಿಂದ ತಯಾರಿಸಿದ ನೈಸರ್ಗಿಕ ಬಣ್ಣದ ಮೂರ್ತಿಗಳನ್ನು ಮಾತ್ರ ಪ್ರತಿಷ್ಠಾಪಿಸಿ, ನಿಗದಿತ ವಿಸರ್ಜನಾ ಸ್ಥಳಗಳಲ್ಲಿ ಮಾತ್ರ ವಿಸರ್ಜಿಸಬೇಕು. ಹೂವು, ಹಾರ ಮತ್ತು ಇತರೆ ನಿರ್ಮಾಲ್ಯಗಳನ್ನು ಪ್ರತ್ಯೇಕವಾಗಿ ಸಂಗ್ರಹಿಸಿ ಗೊಬ್ಬರ ತಯಾರಿಕೆಗೆ ಬಳಸಬೇಕು. ಕೆರೆ, ಬಾವಿ, ನದಿಗಳಲ್ಲಿ ನೇರವಾಗಿ ವಿಸರ್ಜನೆ ಮಾಡಬಾರದು. ಸ್ಥಳೀಯ ಸಂಸ್ಥೆಗಳು ಸಂಚಾರಿ ವಿಸರ್ಜನಾ ಟ್ಯಾಂಕ್ ವ್ಯವಸ್ಥೆ ಕಲ್ಪಿಸಬೇಕು. ಪರಿಸರ ಸಂರಕ್ಷಣೆಯಲ್ಲಿ ಎಲ್ಲರೂ ಕೈಜೋಡಿಸಬೇಕು ಎಂದು ಪ್ರಾದೇಶಿಕ ಪರಿಸರ ಅಧಿಕಾರಿಗಳು ಪ್ರಕಟಣೆಯಲ್ಲಿ ತಿಳಿಸಿದ್ದಾರೆ. ನಿಯಮ ಉಲ್ಲಂಘಿಸಿದಲ್ಲಿ ಕಾನೂನು ಕ್ರಮ ಕೈಗೊಳ್ಳಲಾಗುವುದು. [337, 160, 1065, 364]
